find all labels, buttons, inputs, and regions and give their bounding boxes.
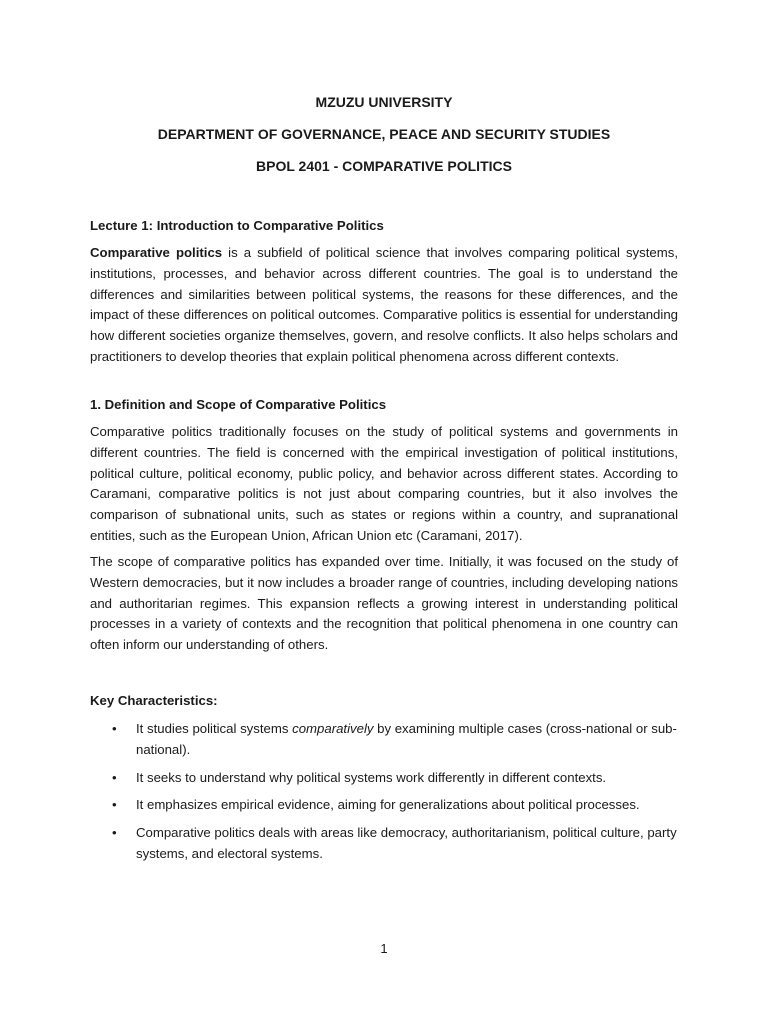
intro-text: is a subfield of political science that involves comparing political systems, institutions, processes, and behavior across different countries. The goal is to understand the differences and similarities between political systems, the reasons for these differences, and the impact of these differences on political outcomes. Comparative politics is essential for understanding how different societies organize themselves, govern, and resolve conflicts. It also helps scholars and practitioners to develop theories that explain political phenomena across different contexts. (90, 245, 678, 364)
section1-heading: 1. Definition and Scope of Comparative Politics (90, 397, 387, 412)
list-item (112, 823, 678, 865)
department-title: DEPARTMENT OF GOVERNANCE, PEACE AND SECURITY STUDIES (157, 126, 611, 142)
intro-block (90, 243, 678, 368)
list-item (112, 719, 678, 761)
page-number: 1 (380, 941, 388, 956)
key-characteristics-heading: Key Characteristics: (90, 693, 218, 708)
section1-heading-block (90, 395, 678, 416)
bullet-icon: • (112, 797, 117, 813)
key-characteristics-list (112, 719, 678, 865)
bullet-icon: • (112, 769, 117, 785)
bullet-icon: • (112, 721, 117, 736)
section1-para1-block (90, 422, 678, 547)
intro-paragraph (90, 243, 678, 368)
list-item-text (136, 721, 677, 757)
key-characteristics-heading-block (90, 691, 678, 712)
bullet-icon: • (112, 825, 117, 841)
course-title: BPOL 2401 - COMPARATIVE POLITICS (256, 158, 512, 174)
section1-paragraph-1: Comparative politics traditionally focuses on the study of political systems and governments in different countries. The field is concerned with the empirical investigation of political institutions, political culture, political economy, public policy, and behavior across different states. According to Caramani, comparative politics is not just about comparing countries, but it also involves the comparison of subnational units, such as states or regions within a country, and supranational entities, such as the European Union, African Union etc (Caramani, 2017). (90, 424, 678, 543)
item1-text-end: by examining multiple cases (cross-national or sub-national). (136, 721, 677, 757)
item1-text-start: It studies political systems (136, 721, 293, 736)
lecture-section (90, 216, 678, 237)
item1-emphasis: comparatively (292, 721, 374, 736)
list-item-text: It seeks to understand why political systems work differently in different contexts. (136, 769, 607, 785)
lecture-title: Lecture 1: Introduction to Comparative Politics (90, 218, 384, 233)
list-item (112, 768, 678, 789)
list-item (112, 795, 678, 816)
university-title: MZUZU UNIVERSITY (315, 94, 453, 110)
intro-term: Comparative politics (90, 245, 223, 260)
section1-paragraph-2: The scope of comparative politics has expanded over time. Initially, it was focused on the study of Western democracies, but it now includes a broader range of countries, including developing nations and authoritarian regimes. This expansion reflects a growing interest in understanding political processes in a variety of contexts and the recognition that political phenomena in one country can often inform our understanding of others. (90, 554, 678, 653)
list-item-text: Comparative politics deals with areas like democracy, authoritarianism, political culture, party systems, and electoral systems. (136, 825, 677, 861)
list-item-text: It emphasizes empirical evidence, aiming for generalizations about political processes. (136, 797, 640, 813)
section1-para2-block (90, 552, 678, 656)
